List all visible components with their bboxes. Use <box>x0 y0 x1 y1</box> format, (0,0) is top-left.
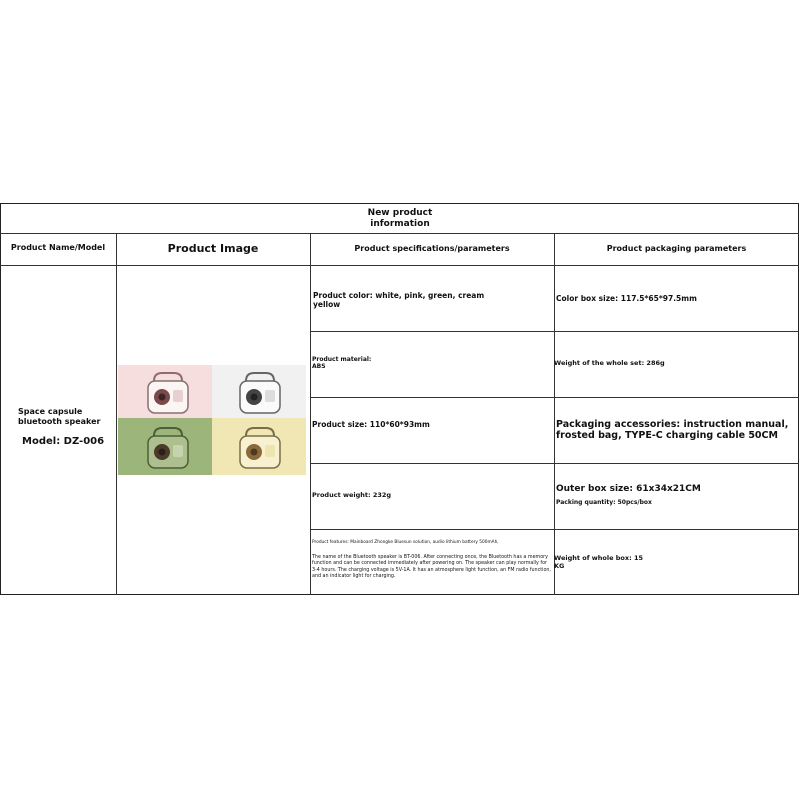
pack-box-weight: Weight of whole box: 15 KG <box>554 554 643 570</box>
product-name: Space capsule bluetooth speaker <box>18 407 101 426</box>
header-name-model: Product Name/Model <box>10 243 106 252</box>
divider <box>310 331 799 332</box>
divider <box>0 233 799 234</box>
spec-features: Product features: Mainboard Zhongke Bluesun solution, audio lithium battery 500mAh, <box>312 540 499 545</box>
divider <box>116 233 117 595</box>
spec-description: The name of the Bluetooth speaker is BT-006. After connecting once, the Bluetooth has a memory function and can be connected immediately after powering on. The speaker can play normally for 3-4 hours. The charging voltage is 5V-1A. It has an atmosphere light function, an FM radio function, and an indicator light for charging. <box>312 555 551 580</box>
spec-weight: Product weight: 232g <box>312 491 392 499</box>
divider <box>310 397 799 398</box>
divider <box>310 463 799 464</box>
spec-color: Product color: white, pink, green, cream yellow <box>313 291 485 309</box>
pack-color-box-size: Color box size: 117.5*65*97.5mm <box>556 294 697 303</box>
pack-quantity: Packing quantity: 50pcs/box <box>556 499 652 506</box>
divider <box>310 233 311 595</box>
product-model: Model: DZ-006 <box>22 436 105 447</box>
header-specs: Product specifications/parameters <box>354 244 510 253</box>
header-product-image: Product Image <box>167 242 259 255</box>
pack-outer-box-size: Outer box size: 61x34x21CM <box>556 484 701 494</box>
divider <box>554 233 555 595</box>
pack-set-weight: Weight of the whole set: 286g <box>554 359 665 367</box>
header-packaging: Product packaging parameters <box>606 244 747 253</box>
speaker-variants-image <box>118 365 306 475</box>
spec-material: Product material: ABS <box>312 356 372 371</box>
pack-accessories: Packaging accessories: instruction manual, frosted bag, TYPE-C charging cable 50CM <box>556 419 789 442</box>
spec-size: Product size: 110*60*93mm <box>312 420 430 429</box>
divider <box>0 265 799 266</box>
divider <box>310 529 799 530</box>
table-title: New product information <box>367 208 433 229</box>
